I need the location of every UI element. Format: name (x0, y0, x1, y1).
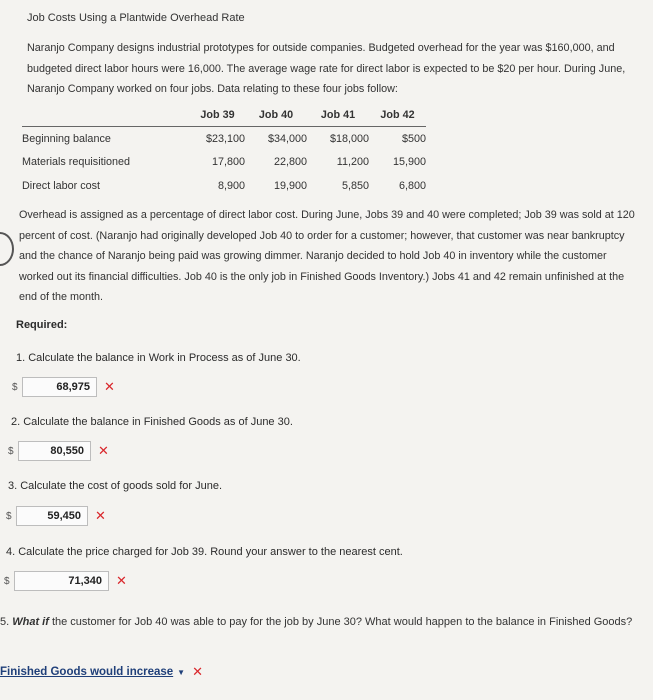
row-label: Beginning balance (22, 132, 111, 145)
table-cell: 8,900 (217, 179, 245, 192)
table-cell: 22,800 (273, 156, 307, 169)
question-5-whatif: What if (12, 616, 49, 628)
required-heading: Required: (16, 319, 68, 331)
table-row (22, 127, 426, 151)
table-cell: 5,850 (341, 179, 369, 192)
currency-symbol: $ (6, 510, 12, 522)
table-header-job42: Job 42 (369, 104, 426, 127)
question-2-text: 2. Calculate the balance in Finished Goods as of June 30. (11, 416, 293, 428)
table-cell: 15,900 (392, 156, 426, 169)
row-label: Materials requisitioned (22, 156, 131, 169)
table-cell: 17,800 (211, 156, 245, 169)
currency-symbol: $ (12, 381, 18, 393)
question-4-answer-input[interactable]: 71,340 (14, 571, 109, 591)
currency-symbol: $ (4, 575, 10, 587)
intro-paragraph: Naranjo Company designs industrial prototypes for outside companies. Budgeted overhead for the year was $160,000, and budgeted direct labor hours were 16,000. The average wage rate for direct labor is expected to be $20 per hour. During June, Naranjo Company worked on four jobs. Data relating to these four jobs follow: (27, 42, 626, 95)
question-5-text (0, 612, 640, 632)
table-cell: $18,000 (329, 132, 369, 145)
incorrect-x-icon: ✕ (104, 379, 115, 394)
table-header-blank (22, 104, 190, 127)
overhead-paragraph: Overhead is assigned as a percentage of direct labor cost. During June, Jobs 39 and 40 were completed; Job 39 was sold at 120 percent of cost. (Naranjo had originally developed Job 40 to order for a customer; however, that customer was near bankruptcy and the chance of Naranjo being paid was growing dimmer. Naranjo decided to hold Job 40 in inventory while the customer worked out its financial difficulties. Job 40 is the only job in Finished Goods Inventory.) Jobs 41 and 42 remain unfinished at the end of the month. (19, 209, 635, 303)
dropdown-selected-value: Finished Goods would increase (0, 666, 174, 678)
question-1-answer-row (12, 377, 115, 397)
table-header-row (22, 104, 426, 127)
currency-symbol: $ (8, 445, 14, 457)
table-row (22, 151, 426, 175)
table-cell: $34,000 (267, 132, 307, 145)
table-header-job39: Job 39 (190, 104, 245, 127)
incorrect-x-icon: ✕ (192, 664, 203, 679)
question-3-answer-input[interactable]: 59,450 (16, 506, 88, 526)
table-header-job41: Job 41 (307, 104, 369, 127)
incorrect-x-icon: ✕ (95, 508, 106, 523)
question-1-answer-input[interactable]: 68,975 (22, 377, 97, 397)
incorrect-x-icon: ✕ (98, 443, 109, 458)
incorrect-x-icon: ✕ (116, 573, 127, 588)
table-row (22, 174, 426, 198)
table-cell: 19,900 (273, 179, 307, 192)
question-3-text: 3. Calculate the cost of goods sold for June. (8, 480, 223, 492)
question-5-prefix: 5. (0, 616, 13, 628)
question-4-answer-row (4, 571, 127, 591)
table-header-job40: Job 40 (245, 104, 307, 127)
table-cell: 6,800 (398, 179, 426, 192)
row-label: Direct labor cost (22, 179, 101, 192)
question-5-body: the customer for Job 40 was able to pay for the job by June 30? What would happen to the balance in Finished Goods? (48, 616, 633, 628)
table-cell: $23,100 (205, 132, 245, 145)
table-cell: 11,200 (336, 156, 369, 169)
job-data-table (22, 104, 426, 198)
question-2-answer-input[interactable]: 80,550 (18, 441, 91, 461)
question-4-text: 4. Calculate the price charged for Job 39. Round your answer to the nearest cent. (6, 546, 403, 558)
question-2-answer-row (8, 441, 109, 461)
side-panel-toggle[interactable] (0, 232, 14, 266)
question-5-answer-dropdown[interactable] (0, 664, 203, 680)
chevron-down-icon: ▼ (177, 667, 186, 677)
page-title: Job Costs Using a Plantwide Overhead Rate (27, 12, 245, 24)
question-1-text: 1. Calculate the balance in Work in Process as of June 30. (16, 352, 301, 364)
question-3-answer-row (6, 506, 106, 526)
table-cell: $500 (401, 132, 426, 145)
